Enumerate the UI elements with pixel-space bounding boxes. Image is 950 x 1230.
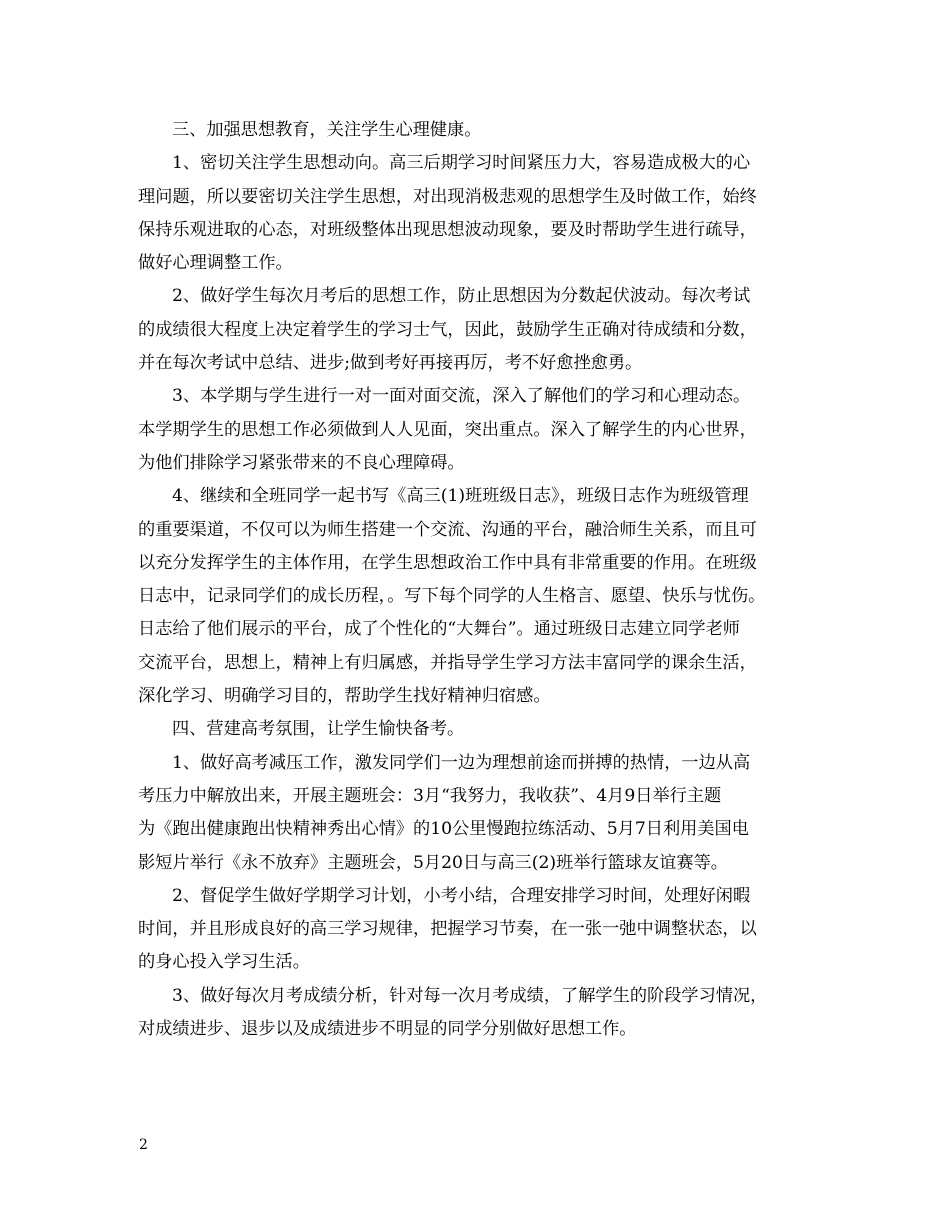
text-line: 三、加强思想教育，关注学生心理健康。 [172, 120, 482, 140]
text-line: 以充分发挥学生的主体作用，在学生思想政治工作中具有非常重要的作用。在班级 [138, 552, 757, 573]
text-line: 考压力中解放出来，开展主题班会：3月“我努力，我收获”、4月9日举行主题 [138, 785, 722, 806]
text-line: 本学期学生的思想工作必须做到人人见面，突出重点。深入了解学生的内心世界， [138, 419, 757, 440]
text-line: 深化学习、明确学习目的，帮助学生找好精神归宿感。 [138, 686, 551, 707]
text-line: 的身心投入学习生活。 [138, 952, 310, 973]
text-line: 并在每次考试中总结、进步;做到考好再接再厉，考不好愈挫愈勇。 [138, 353, 643, 374]
text-line: 的成绩很大程度上决定着学生的学习士气，因此，鼓励学生正确对待成绩和分数， [138, 319, 757, 340]
text-line: 理问题，所以要密切关注学生思想，对出现消极悲观的思想学生及时做工作，始终 [138, 186, 757, 207]
text-line: 1、做好高考减压工作，激发同学们一边为理想前途而拼搏的热情，一边从高 [172, 752, 751, 773]
page-number: 2 [139, 1137, 148, 1153]
text-line: 四、营建高考氛围，让学生愉快备考。 [172, 719, 465, 740]
text-line: 2、做好学生每次月考后的思想工作，防止思想因为分数起伏波动。每次考试 [172, 286, 751, 307]
text-line: 影短片举行《永不放弃》主题班会，5月20日与高三(2)班举行篮球友谊赛等。 [138, 852, 728, 873]
text-line: 做好心理调整工作。 [138, 253, 293, 274]
text-line: 交流平台，思想上，精神上有归属感，并指导学生学习方法丰富同学的课余生活， [138, 652, 757, 673]
text-line: 的重要渠道，不仅可以为师生搭建一个交流、沟通的平台，融洽师生关系，而且可 [138, 519, 757, 540]
text-line: 为他们排除学习紧张带来的不良心理障碍。 [138, 452, 465, 473]
text-line: 日志给了他们展示的平台，成了个性化的“大舞台”。通过班级日志建立同学老师 [138, 619, 740, 640]
text-line: 1、密切关注学生思想动向。高三后期学习时间紧压力大，容易造成极大的心 [172, 153, 751, 174]
text-line: 为《跑出健康跑出快精神秀出心情》的10公里慢跑拉练活动、5月7日利用美国电 [138, 819, 749, 840]
text-line: 3、做好每次月考成绩分析，针对每一次月考成绩，了解学生的阶段学习情况， [172, 985, 768, 1006]
text-line: 日志中，记录同学们的成长历程，。写下每个同学的人生格言、愿望、快乐与忧伤。 [138, 586, 766, 607]
text-line: 对成绩进步、退步以及成绩进步不明显的同学分别做好思想工作。 [138, 1019, 637, 1040]
text-line: 时间，并且形成良好的高三学习规律，把握学习节奏，在一张一弛中调整状态，以 [138, 919, 757, 940]
text-line: 4、继续和全班同学一起书写《高三(1)班班级日志》，班级日志作为班级管理 [172, 486, 749, 507]
document-body [138, 114, 818, 1046]
text-line: 3、本学期与学生进行一对一面对面交流，深入了解他们的学习和心理动态。 [172, 386, 751, 407]
text-line: 保持乐观进取的心态，对班级整体出现思想波动现象，要及时帮助学生进行疏导， [138, 219, 757, 240]
text-line: 2、督促学生做好学期学习计划，小考小结，合理安排学习时间，处理好闲暇 [172, 885, 751, 906]
